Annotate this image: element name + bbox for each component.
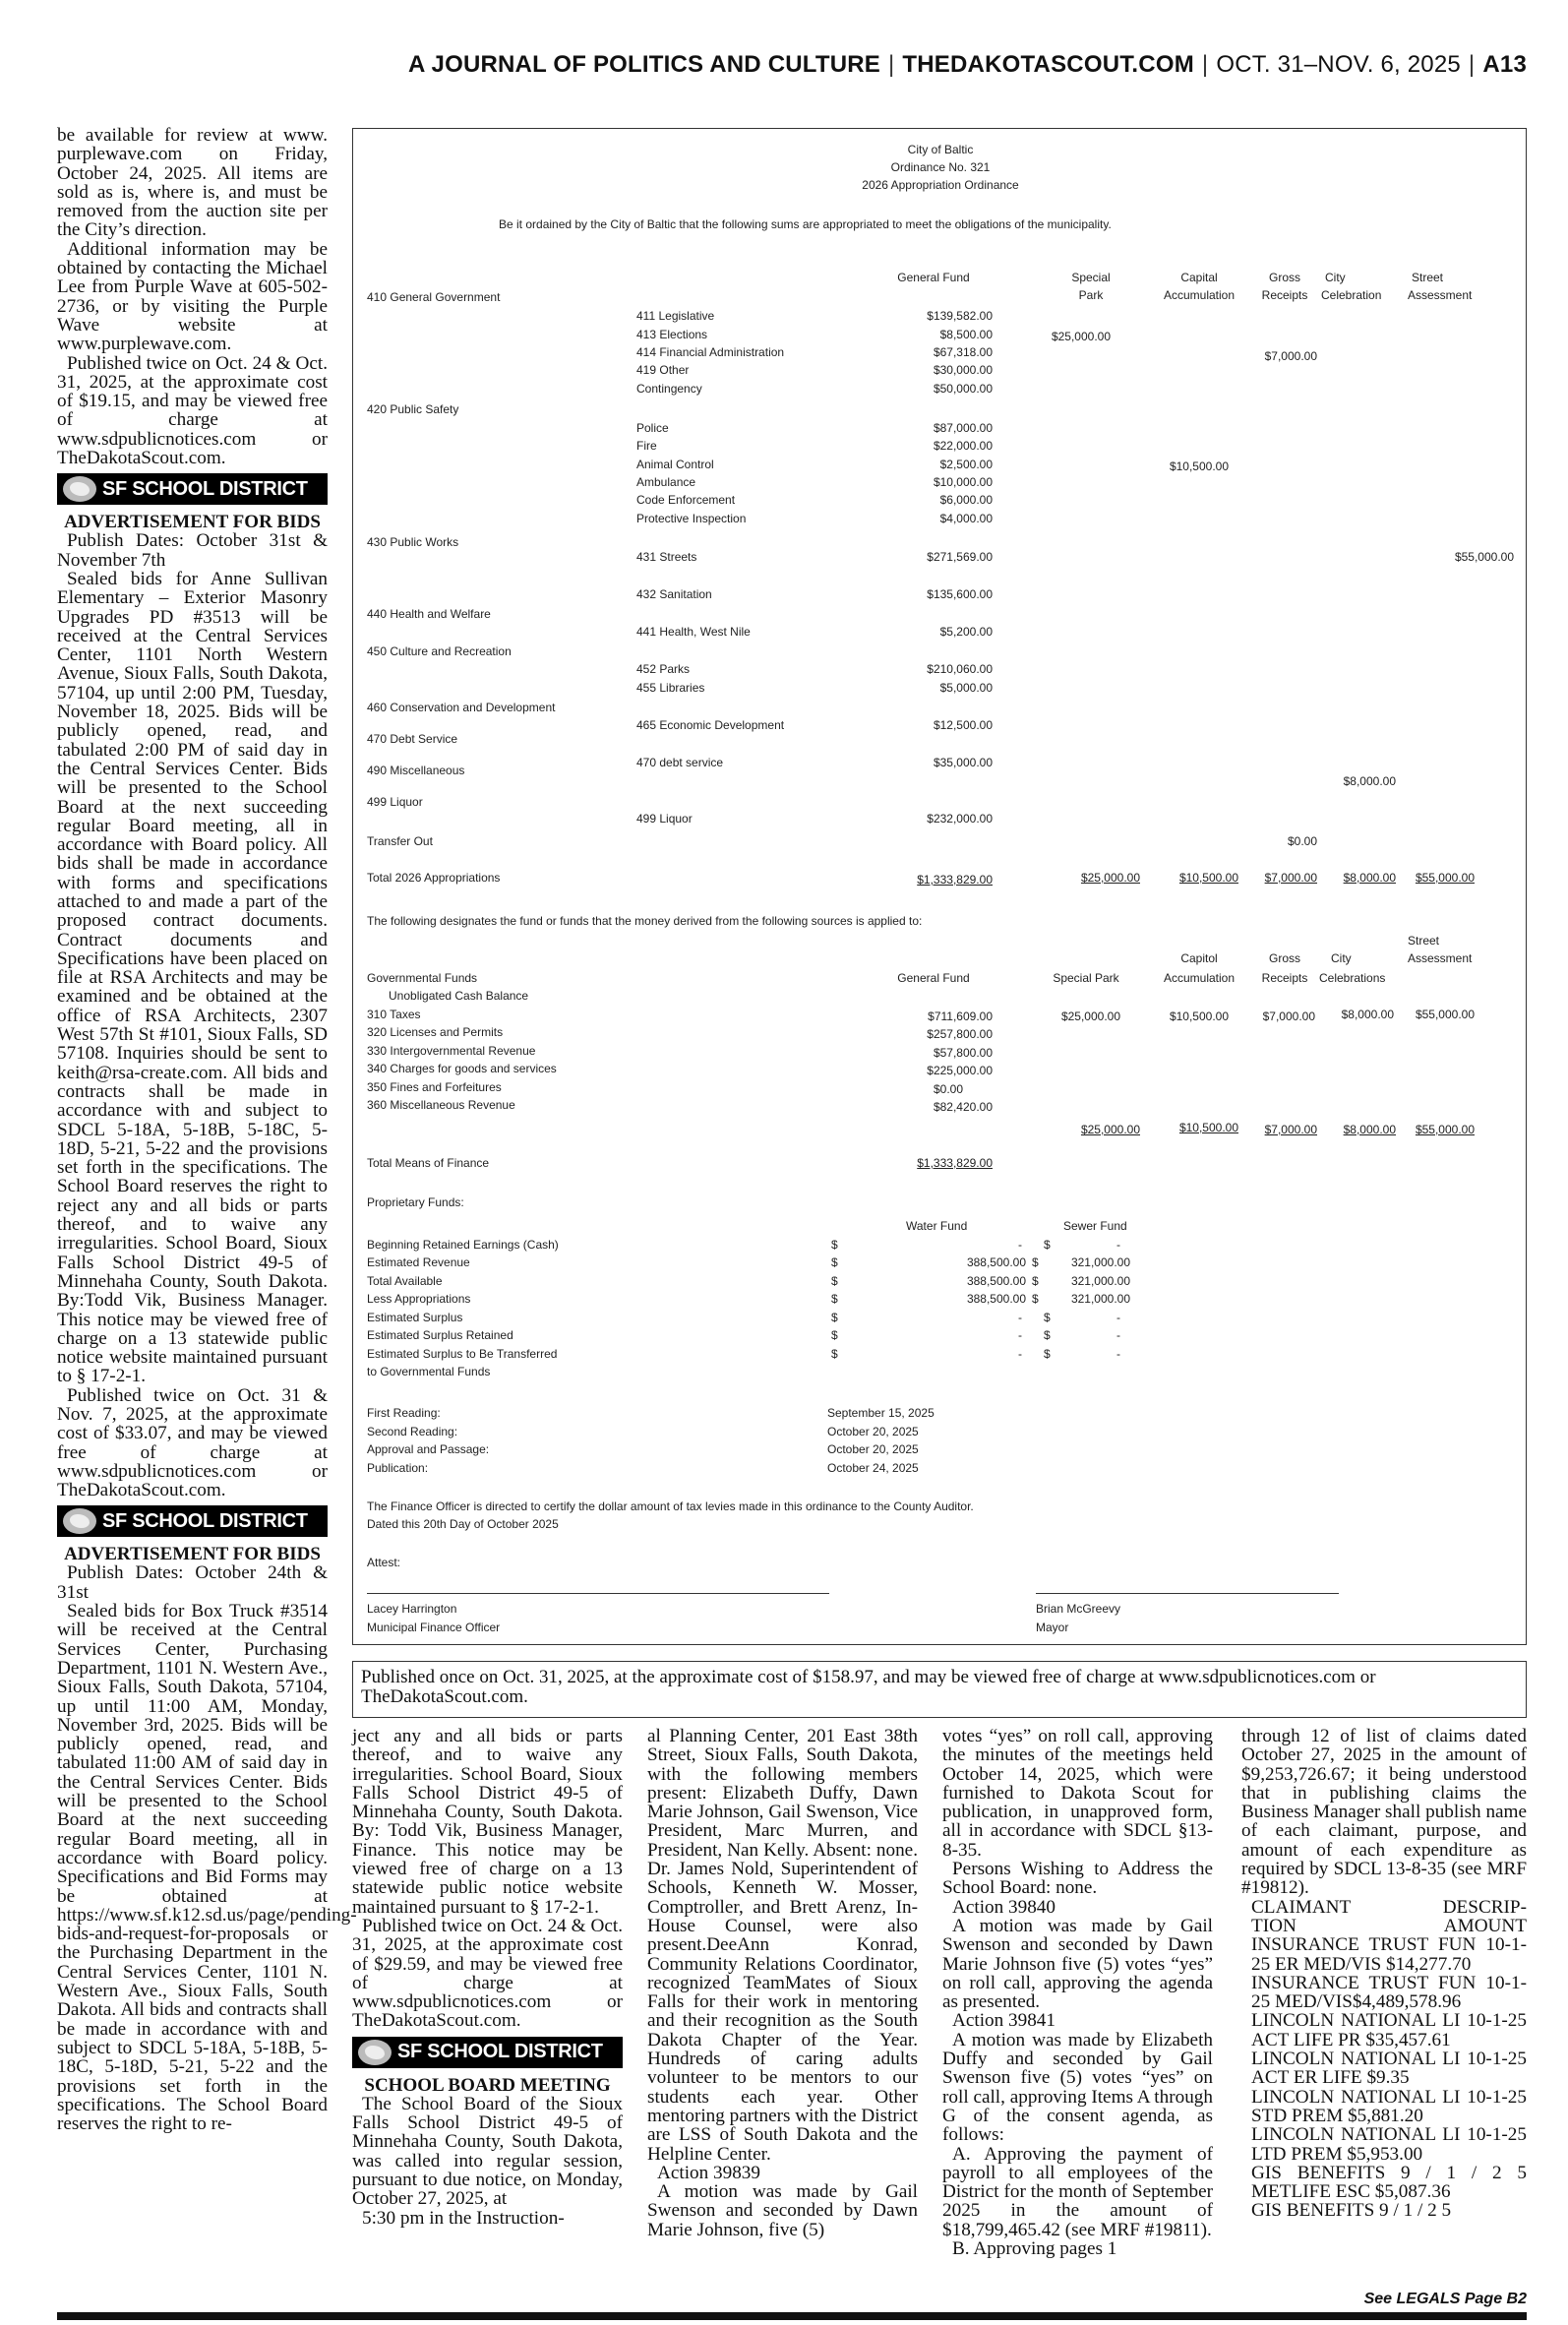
- section-label: 440 Health and Welfare: [367, 607, 491, 621]
- item-name: Fire: [636, 439, 657, 453]
- notice-body: Sealed bids for Anne Sullivan Elementary – Exterior Masonry Upgrades PD #3513 will be received at the Central Services Center, 1101 North Western Avenue, Sioux Falls, South Dakota, 57104, up until 2:00 PM, Tuesday, November 18, 2025. Bids will be publicly opened, read, and tabulated 2:00 PM of said day in the Central Services Center. Bids will be presented to the School Board at the next succeeding regular Board meeting, all in accordance with Board policy. All bids shall be made in accordance with forms and specifications attached to and made a part of the proposed contract documents. Contract documents and Specifications have been placed on file at RSA Architects and may be examined and be obtained at the office of RSA Architects, 2307 West 57th St #101, Sioux Falls, SD 57108. Inquiries should be sent to keith@rsa-create.com. All bids and contracts shall be made in accordance with and subject to SDCL 5-18A, 5-18B, 5-18C, 5-18D, 5-21, 5-22 and the provisions set forth in the specifications. The School Board reserves the right to reject any and all bids or parts thereof, and to waive any irregularities. School Board, Sioux Falls School District 49-5 of Minnehaha County, South Dakota. By:Todd Vik, Business Manager. This notice may be viewed free of charge on a 13 statewide public notice website maintained pursuant to § 17-2-1.: [57, 568, 328, 1387]
- dollar-sign: $: [831, 1311, 838, 1324]
- header-capitol: Capitol: [1180, 951, 1218, 965]
- general-fund-value: $271,569.00: [927, 550, 993, 564]
- total-general-fund: $1,333,829.00: [917, 873, 993, 887]
- attest-label: Attest:: [367, 1556, 401, 1569]
- water-value: -: [1018, 1311, 1022, 1324]
- signer-title: Municipal Finance Officer: [367, 1621, 501, 1634]
- revenue-name: 310 Taxes: [367, 1008, 421, 1021]
- proprietary-row-name: Total Available: [367, 1274, 443, 1288]
- claims-header: [1241, 1898, 1527, 1917]
- auction-paragraph: be available for review at www. purplewave.com on Friday, October 24, 2025. All items are sold as is, where is, and must be removed from the auction site per the City’s direction.: [57, 125, 328, 241]
- item-name: Contingency: [636, 382, 702, 396]
- general-fund-value: $139,582.00: [927, 309, 993, 323]
- item-name: 452 Parks: [636, 662, 691, 676]
- sewer-fund-header: Sewer Fund: [1063, 1219, 1127, 1233]
- general-fund-value: $12,500.00: [933, 718, 993, 732]
- to-governmental-funds: to Governmental Funds: [367, 1365, 491, 1378]
- means-sub-gross: $7,000.00: [1264, 1123, 1317, 1136]
- reading-date: October 20, 2025: [827, 1442, 919, 1456]
- consent-item: A. Approving the payment of payroll to all employees of the District for the month of September 2025 in the amount of $18,799,465.42 (see MRF #19811).: [942, 2143, 1213, 2240]
- header-receipts: Receipts: [1261, 971, 1308, 985]
- continued-reference: See LEGALS Page B2: [1363, 2291, 1527, 2307]
- banner-label: SF SCHOOL DISTRICT: [102, 477, 308, 500]
- header-general-fund: General Fund: [897, 271, 970, 284]
- revenue-value: $257,800.00: [927, 1027, 993, 1041]
- header-general-fund: General Fund: [897, 971, 970, 985]
- description-header: DESCRIP-: [1442, 1896, 1527, 1918]
- item-name: 470 debt service: [636, 756, 724, 769]
- claimant-header: CLAIMANT: [1251, 1896, 1352, 1918]
- governmental-funds-label: Governmental Funds: [367, 971, 478, 985]
- general-fund-value: $22,000.00: [933, 439, 993, 453]
- proprietary-label: Proprietary Funds:: [367, 1195, 464, 1209]
- general-fund-value: $2,500.00: [939, 458, 993, 471]
- means-sub-street: $55,000.00: [1415, 1123, 1475, 1136]
- general-fund-value: $6,000.00: [939, 493, 993, 507]
- header-receipts: Receipts: [1261, 288, 1308, 302]
- header-assessment: Assessment: [1408, 288, 1473, 302]
- total-gross: $7,000.00: [1264, 871, 1317, 885]
- claims-header: [1241, 1917, 1527, 1935]
- meeting-paragraph: votes “yes” on roll call, approving the minutes of the meetings held October 14, 2025, which were furnished to Dakota Scout for publication, in unapproved form, all in accordance with SDCL §13-8-35.: [942, 1726, 1213, 1861]
- total-city-celebration: $8,000.00: [1343, 871, 1396, 885]
- notice-body: ject any and all bids or parts thereof, and to waive any irregularities. School Board, Sioux Falls School District 49-5 of Minnehaha County, South Dakota. By: Todd Vik, Business Manager, Finance. This notice may be viewed free of charge on a 13 statewide public notice website maintained pursuant to § 17-2-1.: [352, 1726, 623, 1918]
- sf-school-district-banner: [57, 1505, 328, 1537]
- claim-entry: LINCOLN NATIONAL LI 10-1-25 ACT ER LIFE $9.35: [1251, 2049, 1527, 2089]
- general-fund-value: $10,000.00: [933, 475, 993, 489]
- finance-note: The Finance Officer is directed to certify the dollar amount of tax levies made in this ordinance to the County Auditor.: [367, 1499, 974, 1513]
- item-name: Police: [636, 421, 669, 435]
- header-special-park: Special Park: [1053, 971, 1119, 985]
- header-city: City: [1331, 951, 1352, 965]
- proprietary-row-name: Estimated Surplus to Be Transferred: [367, 1347, 558, 1361]
- header-street: Street: [1412, 271, 1444, 284]
- capital-accumulation-value: $10,500.00: [1169, 459, 1229, 473]
- sewer-value: -: [1116, 1347, 1120, 1361]
- item-name: 465 Economic Development: [636, 718, 785, 732]
- claim-entry: INSURANCE TRUST FUN 10-1-25 ER MED/VIS $14,277.70: [1251, 1934, 1527, 1975]
- column-1: [57, 125, 357, 2135]
- header-celebration: Celebration: [1321, 288, 1382, 302]
- section-label: 430 Public Works: [367, 535, 459, 549]
- consent-item: B. Approving pages 1: [952, 2238, 1117, 2260]
- header-celebrations: Celebrations: [1319, 971, 1386, 985]
- special-park-value: $25,000.00: [1051, 330, 1111, 343]
- section-label: 450 Culture and Recreation: [367, 644, 512, 658]
- meeting-paragraph: A motion was made by Gail Swenson and seconded by Dawn Marie Johnson five (5) votes “yes” on roll call, approving the agenda as presented.: [942, 1915, 1213, 2013]
- header-accumulation: Accumulation: [1163, 971, 1236, 985]
- notice-publication: Published twice on Oct. 31 & Nov. 7, 2025, at the approximate cost of $33.07, and may be viewed free of charge at www.sdpublicnotices.com or TheDakotaScout.com.: [57, 1384, 328, 1501]
- signature-line: [367, 1593, 829, 1594]
- auction-paragraph: Additional information may be obtained by contacting the Michael Lee from Purple Wave at 605-502-2736, or by visiting the Purple Wave website at www.purplewave.com.: [57, 238, 328, 355]
- reading-label: Approval and Passage:: [367, 1442, 490, 1456]
- banner-label: SF SCHOOL DISTRICT: [102, 1509, 308, 1532]
- publication-notice-box: [352, 1661, 1527, 1718]
- notice-publication: Published twice on Oct. 24 & Oct. 31, 2025, at the approximate cost of $29.59, and may be viewed free of charge at www.sdpublicnotices.com or TheDakotaScout.com.: [352, 1915, 623, 2032]
- signature-line: [1036, 1593, 1339, 1594]
- proprietary-row-name: Estimated Surplus: [367, 1311, 463, 1324]
- water-value: -: [1018, 1328, 1022, 1342]
- meeting-paragraph: al Planning Center, 201 East 38th Street, Sioux Falls, South Dakota, with the following members present: Elizabeth Duffy, Dawn Marie Johnson, Gail Swenson, Vice President, Marc Murren, and President, Nan Kelly. Absent: none. Dr. James Nold, Superintendent of Schools, Kenneth W. Mosser, Comptroller, and Brett Arenz, In-House Counsel, were also present.DeeAnn Konrad, Community Relations Coordinator, recognized TeamMates of Sioux Falls for their work in mentoring and their recognition as the South Dakota Chapter of the Year. Hundreds of caring adults volunteer to be mentors to our students each year. Other mentoring partners with the District are LSS of South Dakota and the Helpline Center.: [647, 1726, 918, 2165]
- dollar-sign: $: [831, 1328, 838, 1342]
- means-total-value: $1,333,829.00: [917, 1156, 993, 1170]
- description-header-cont: TION: [1251, 1915, 1297, 1936]
- signer-title: Mayor: [1036, 1621, 1069, 1634]
- city-celebration-value: $8,000.00: [1341, 1008, 1394, 1021]
- street-value: $55,000.00: [1415, 1008, 1475, 1021]
- column-4: [942, 1727, 1213, 2258]
- revenue-value: $57,800.00: [933, 1046, 993, 1060]
- action-number: Action 39840: [952, 1896, 1055, 1918]
- notice-body: Sealed bids for Box Truck #3514 will be received at the Central Services Center, Purchasing Department, 1101 N. Western Ave., Sioux Falls, South Dakota, 57104, up until 11:00 AM, Monday, November 3rd, 2025. Bids will be publicly opened, read, and tabulated 11:00 AM of said day in the Central Services Center. Bids will be presented to the School Board at the next succeeding regular Board meeting, all in accordance with Board policy. Specifications and Bid Forms may be obtained at https://www.sf.k12.sd.us/page/pending-bids-and-request-for-proposals or the Purchasing Department in the Central Services Center, 1101 N. Western Ave., Sioux Falls, South Dakota. All bids and contracts shall be made in accordance with and subject to SDCL 5-18A, 5-18B, 5-18C, 5-18D, 5-21, 5-22 and the provisions set forth in the specifications. The School Board reserves the right to re-: [57, 1601, 357, 2135]
- item-name: 431 Streets: [636, 550, 697, 564]
- general-fund-value: $35,000.00: [933, 756, 993, 769]
- revenue-name: 340 Charges for goods and services: [367, 1062, 557, 1075]
- signer-name: Brian McGreevy: [1036, 1602, 1121, 1616]
- sewer-value: -: [1116, 1311, 1120, 1324]
- section-label: 460 Conservation and Development: [367, 701, 556, 714]
- dollar-sign: $: [831, 1255, 838, 1269]
- journal-tagline: A JOURNAL OF POLITICS AND CULTURE: [408, 51, 880, 78]
- revenue-value: $711,609.00: [928, 1010, 993, 1023]
- general-fund-value: $135,600.00: [927, 587, 993, 601]
- ordinance-subtitle: 2026 Appropriation Ordinance: [862, 178, 1019, 192]
- revenue-name: 330 Intergovernmental Revenue: [367, 1044, 536, 1058]
- total-street: $55,000.00: [1415, 871, 1475, 885]
- header-city: City: [1325, 271, 1346, 284]
- header-street: Street: [1408, 934, 1440, 948]
- district-logo-icon: [63, 1508, 96, 1534]
- sf-school-district-banner: [352, 2037, 623, 2068]
- amount-header: AMOUNT: [1443, 1915, 1527, 1936]
- ordinance-intro: Be it ordained by the City of Baltic that the following sums are appropriated to meet the obligations of the municipality.: [499, 217, 1112, 231]
- item-name: 411 Legislative: [636, 309, 715, 323]
- section-label: 470 Debt Service: [367, 732, 458, 746]
- means-sub-city: $8,000.00: [1343, 1123, 1396, 1136]
- designates-text: The following designates the fund or funds that the money derived from the following sources is applied to:: [367, 914, 923, 928]
- special-park-value: $25,000.00: [1060, 1010, 1120, 1023]
- revenue-value: $82,420.00: [933, 1100, 993, 1114]
- claims-paragraph: through 12 of list of claims dated October 27, 2025 in the amount of $9,253,726.67; it being understood that in publishing claims the Business Manager shall publish name of each claimant, purpose, and amount of each expenditure as required by SDCL 13-8-35 (see MRF #19812).: [1241, 1726, 1527, 1899]
- site-name: THEDAKOTASCOUT.COM: [902, 51, 1194, 78]
- general-fund-value: $67,318.00: [933, 345, 993, 359]
- signer-name: Lacey Harrington: [367, 1602, 457, 1616]
- section-label: 490 Miscellaneous: [367, 764, 465, 777]
- dollar-sign: $: [1032, 1255, 1039, 1269]
- column-5: [1241, 1727, 1527, 2221]
- general-fund-value: $5,200.00: [939, 625, 993, 639]
- column-3: [647, 1727, 918, 2239]
- item-name: 413 Elections: [636, 328, 708, 341]
- publish-dates: Publish Dates: October 31st & November 7th: [57, 530, 328, 571]
- action-number: Action 39841: [952, 2010, 1055, 2032]
- water-value: -: [1018, 1238, 1022, 1252]
- sewer-value: 321,000.00: [1070, 1274, 1130, 1288]
- sewer-value: 321,000.00: [1070, 1292, 1130, 1306]
- dollar-sign: $: [1044, 1311, 1051, 1324]
- page-number: A13: [1482, 51, 1527, 78]
- means-sub-capital: $10,500.00: [1178, 1121, 1238, 1134]
- reading-date: October 24, 2025: [827, 1461, 919, 1475]
- meeting-heading: SCHOOL BOARD MEETING: [364, 2074, 611, 2096]
- claim-entry: LINCOLN NATIONAL LI 10-1-25 STD PREM $5,881.20: [1251, 2086, 1527, 2126]
- sewer-value: -: [1116, 1238, 1120, 1252]
- issue-date: OCT. 31–NOV. 6, 2025: [1216, 51, 1461, 78]
- sewer-value: -: [1116, 1328, 1120, 1342]
- general-fund-value: $87,000.00: [933, 421, 993, 435]
- header-assessment: Assessment: [1408, 951, 1473, 965]
- dollar-sign: $: [1032, 1292, 1039, 1306]
- revenue-name: 350 Fines and Forfeitures: [367, 1080, 502, 1094]
- item-name: Ambulance: [636, 475, 696, 489]
- publication-notice: Published once on Oct. 31, 2025, at the approximate cost of $158.97, and may be viewed free of charge at www.sdpublicnotices.com or TheDakotaScout.com.: [361, 1667, 1376, 1707]
- section-label: 499 Liquor: [367, 795, 423, 809]
- notice-heading: ADVERTISEMENT FOR BIDS: [64, 512, 321, 533]
- gross-receipts-value: $7,000.00: [1264, 349, 1317, 363]
- claim-entry: LINCOLN NATIONAL LI 10-1-25 LTD PREM $5,953.00: [1251, 2124, 1527, 2165]
- item-name: Code Enforcement: [636, 493, 736, 507]
- item-name: 441 Health, West Nile: [636, 625, 751, 639]
- item-name: Protective Inspection: [636, 512, 747, 525]
- claim-entry: GIS BENEFITS 9 / 1 / 2 5 METLIFE ESC $5,087.36: [1251, 2162, 1527, 2203]
- claim-entry: GIS BENEFITS 9 / 1 / 2 5: [1251, 2200, 1452, 2222]
- item-name: 414 Financial Administration: [636, 345, 785, 359]
- column-2: [352, 1727, 623, 2228]
- sf-school-district-banner: [57, 473, 328, 505]
- means-sub-special-park: $25,000.00: [1080, 1123, 1140, 1136]
- footer-rule: [57, 2312, 1527, 2320]
- header-gross: Gross: [1268, 271, 1300, 284]
- meeting-paragraph: A motion was made by Elizabeth Duffy and seconded by Gail Swenson five (5) votes “yes” on roll call, approving Items A through G of the consent agenda, as follows:: [942, 2029, 1213, 2146]
- general-fund-value: $50,000.00: [933, 382, 993, 396]
- water-value: 388,500.00: [966, 1255, 1026, 1269]
- general-fund-value: $4,000.00: [939, 512, 993, 525]
- general-fund-value: $5,000.00: [939, 681, 993, 695]
- item-name: Animal Control: [636, 458, 714, 471]
- dollar-sign: $: [831, 1238, 838, 1252]
- district-logo-icon: [358, 2040, 392, 2065]
- claim-entry: INSURANCE TRUST FUN 10-1-25 MED/VIS$4,489,578.96: [1251, 1972, 1527, 2013]
- water-value: -: [1018, 1347, 1022, 1361]
- meeting-paragraph: The School Board of the Sioux Falls School District 49-5 of Minnehaha County, South Dakota, was called into regular session, pursuant to due notice, on Monday, October 27, 2025, at: [352, 2093, 623, 2210]
- dollar-sign: $: [1044, 1238, 1051, 1252]
- item-name: 419 Other: [636, 363, 690, 377]
- auction-publication: Published twice on Oct. 24 & Oct. 31, 2025, at the approximate cost of $19.15, and may be viewed free of charge at www.sdpublicnotices.com or TheDakotaScout.com.: [57, 352, 328, 469]
- appropriation-ordinance: [352, 128, 1527, 1645]
- dollar-sign: $: [831, 1347, 838, 1361]
- district-logo-icon: [63, 476, 96, 502]
- section-label: 420 Public Safety: [367, 402, 459, 416]
- revenue-name: 360 Miscellaneous Revenue: [367, 1098, 515, 1112]
- general-fund-value: $30,000.00: [933, 363, 993, 377]
- street-assessment-value: $55,000.00: [1454, 550, 1514, 564]
- meeting-paragraph: Persons Wishing to Address the School Board: none.: [942, 1859, 1213, 1899]
- ordinance-title: City of Baltic: [907, 143, 974, 156]
- revenue-value: $225,000.00: [927, 1064, 993, 1077]
- reading-label: Second Reading:: [367, 1425, 458, 1438]
- dollar-sign: $: [831, 1274, 838, 1288]
- general-fund-value: $8,500.00: [939, 328, 993, 341]
- proprietary-row-name: Less Appropriations: [367, 1292, 471, 1306]
- meeting-paragraph: A motion was made by Gail Swenson and seconded by Dawn Marie Johnson, five (5): [647, 2181, 918, 2240]
- action-number: Action 39839: [657, 2162, 760, 2183]
- capital-value: $10,500.00: [1169, 1010, 1229, 1023]
- banner-label: SF SCHOOL DISTRICT: [397, 2041, 603, 2063]
- water-value: 388,500.00: [966, 1292, 1026, 1306]
- reading-label: Publication:: [367, 1461, 429, 1475]
- city-celebration-value: $8,000.00: [1343, 774, 1396, 788]
- total-label: Total 2026 Appropriations: [367, 871, 501, 885]
- masthead: A JOURNAL OF POLITICS AND CULTURE | THEDAKOTASCOUT.COM | OCT. 31–NOV. 6, 2025 | A13: [408, 51, 1527, 78]
- total-special-park: $25,000.00: [1080, 871, 1140, 885]
- proprietary-row-name: Estimated Revenue: [367, 1255, 470, 1269]
- item-name: 455 Libraries: [636, 681, 705, 695]
- gross-receipts-value: $0.00: [1287, 834, 1317, 848]
- means-total-label: Total Means of Finance: [367, 1156, 490, 1170]
- reading-label: First Reading:: [367, 1406, 441, 1420]
- reading-date: September 15, 2025: [827, 1406, 935, 1420]
- header-special: Special: [1071, 271, 1111, 284]
- proprietary-row-name: Beginning Retained Earnings (Cash): [367, 1238, 559, 1252]
- total-capital: $10,500.00: [1178, 871, 1238, 885]
- revenue-value: $0.00: [933, 1082, 963, 1096]
- water-value: 388,500.00: [966, 1274, 1026, 1288]
- header-park: Park: [1078, 288, 1104, 302]
- reading-date: October 20, 2025: [827, 1425, 919, 1438]
- publish-dates: Publish Dates: October 24th & 31st: [57, 1562, 328, 1603]
- claim-entry: LINCOLN NATIONAL LI 10-1-25 ACT LIFE PR $35,457.61: [1251, 2010, 1527, 2050]
- general-fund-value: $232,000.00: [927, 812, 993, 826]
- header-capital: Capital: [1180, 271, 1218, 284]
- sewer-value: 321,000.00: [1070, 1255, 1130, 1269]
- header-accumulation: Accumulation: [1163, 288, 1236, 302]
- dollar-sign: $: [831, 1292, 838, 1306]
- unobligated-label: Unobligated Cash Balance: [389, 989, 529, 1003]
- dollar-sign: $: [1044, 1347, 1051, 1361]
- dollar-sign: $: [1032, 1274, 1039, 1288]
- ordinance-number: Ordinance No. 321: [890, 160, 991, 174]
- dollar-sign: $: [1044, 1328, 1051, 1342]
- section-label: 410 General Government: [367, 290, 501, 304]
- meeting-paragraph: 5:30 pm in the Instruction-: [362, 2207, 565, 2229]
- notice-heading: ADVERTISEMENT FOR BIDS: [64, 1544, 321, 1565]
- item-name: 432 Sanitation: [636, 587, 712, 601]
- general-fund-value: $210,060.00: [927, 662, 993, 676]
- gross-value: $7,000.00: [1262, 1010, 1315, 1023]
- dated-line: Dated this 20th Day of October 2025: [367, 1517, 559, 1531]
- item-name: 499 Liquor: [636, 812, 693, 826]
- water-fund-header: Water Fund: [906, 1219, 968, 1233]
- revenue-name: 320 Licenses and Permits: [367, 1025, 504, 1039]
- proprietary-row-name: Estimated Surplus Retained: [367, 1328, 513, 1342]
- section-label: Transfer Out: [367, 834, 433, 848]
- header-gross: Gross: [1268, 951, 1300, 965]
